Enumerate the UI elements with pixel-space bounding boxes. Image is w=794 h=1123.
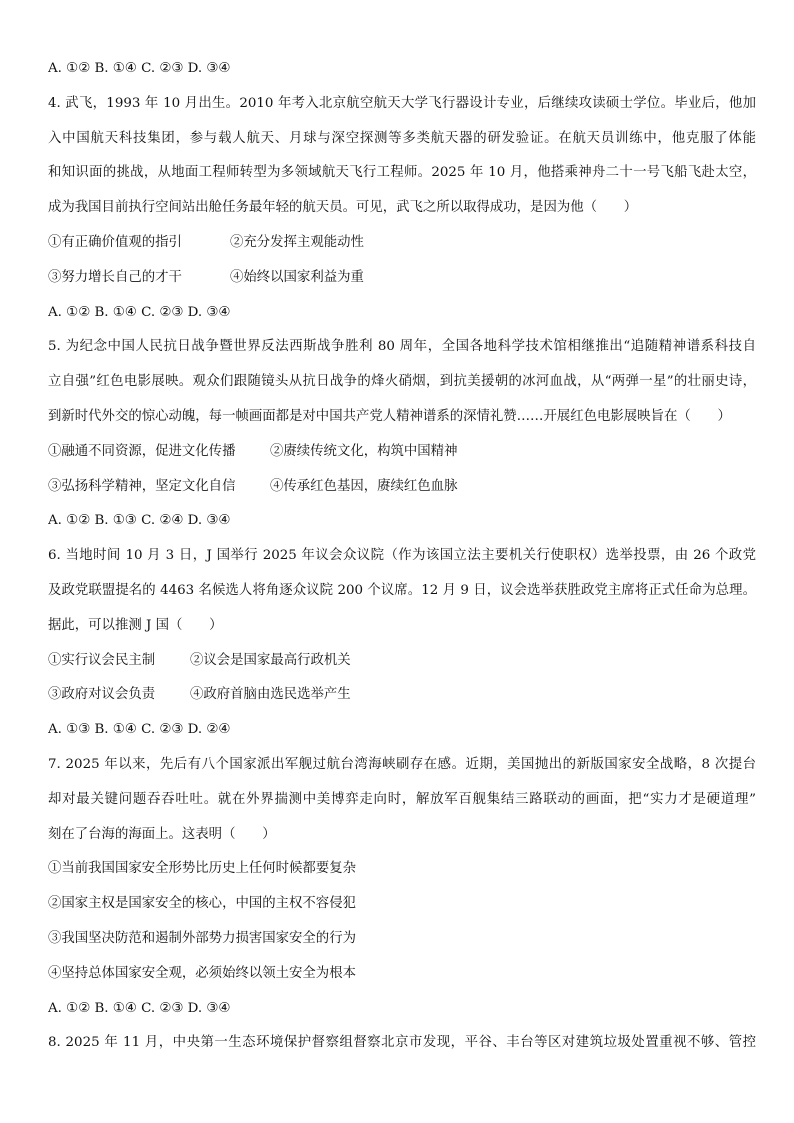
question-8-line-1: 8. 2025 年 11 月，中央第一生态环境保护督察组督察北京市发现，平谷、丰台等区对建筑垃圾处置重视不够、管控 <box>48 1035 756 1051</box>
question-4-option-4: ④始终以国家利益为重 <box>230 269 364 285</box>
question-5-line-1: 5. 为纪念中国人民抗日战争暨世界反法西斯战争胜利 80 周年，全国各地科学技术馆相继推出“追随精神谱系科技自 <box>48 339 756 355</box>
question-7-option-1: ①当前我国国家安全形势比历史上任何时候都要复杂 <box>48 861 356 877</box>
question-6-option-1: ①实行议会民主制 <box>48 652 156 668</box>
question-5-option-4: ④传承红色基因，赓续红色血脉 <box>270 478 458 494</box>
question-7-line-2: 却对最关键问题吞吞吐吐。就在外界揣测中美博弈走向时，解放军百舰集结三路联动的画面，把“实力才是硬道理” <box>48 791 756 807</box>
question-7-line-3: 刻在了台海的海面上。这表明（ ） <box>48 826 276 842</box>
question-6-line-2: 及政党联盟提名的 4463 名候选人将角逐众议院 200 个议席。12 月 9 日，议会选举获胜政党主席将正式任命为总理。 <box>48 582 756 598</box>
question-4-line-2: 入中国航天科技集团，参与载人航天、月球与深空探测等多类航天器的研发验证。在航天员训练中，他克服了体能 <box>48 130 756 146</box>
question-7-line-1: 7. 2025 年以来，先后有八个国家派出军舰过航台湾海峡刷存在感。近期，美国抛出的新版国家安全战略，8 次提台 <box>48 756 756 772</box>
question-7-option-4: ④坚持总体国家安全观，必须始终以领土安全为根本 <box>48 965 356 981</box>
question-4-option-3: ③努力增长自己的才干 <box>48 269 182 285</box>
question-4-options-row-2 <box>48 261 756 296</box>
question-6 <box>48 539 756 748</box>
question-6-option-2: ②议会是国家最高行政机关 <box>190 652 351 668</box>
question-5 <box>48 330 756 539</box>
question-5-line-3: 到新时代外交的惊心动魄，每一帧画面都是对中国共产党人精神谱系的深情礼赞……开展红色电影展映旨在（ ） <box>48 408 731 424</box>
question-5-option-2: ②赓续传统文化，构筑中国精神 <box>270 443 458 459</box>
question-5-line-2: 立自强”红色电影展映。观众们跟随镜头从抗日战争的烽火硝烟，到抗美援朝的冰河血战，从“两弹一星”的壮丽史诗， <box>48 374 756 390</box>
question-6-option-3: ③政府对议会负责 <box>48 687 156 703</box>
question-6-option-4: ④政府首脑由选民选举产生 <box>190 687 351 703</box>
question-4 <box>48 87 756 331</box>
question-8 <box>48 1026 756 1061</box>
exam-page <box>48 52 756 1061</box>
question-4-option-1: ①有正确价值观的指引 <box>48 234 182 250</box>
question-4-option-2: ②充分发挥主观能动性 <box>230 234 364 250</box>
question-6-options-row-2 <box>48 678 756 713</box>
question-5-option-3: ③弘扬科学精神，坚定文化自信 <box>48 478 236 494</box>
question-5-option-1: ①融通不同资源，促进文化传播 <box>48 443 236 459</box>
question-6-line-3: 据此，可以推测 J 国（ ） <box>48 617 223 633</box>
question-4-answer-options: A. ①② B. ①④ C. ②③ D. ③④ <box>48 304 231 320</box>
question-5-options-row-1 <box>48 435 756 470</box>
question-4-line-3: 和知识面的挑战，从地面工程师转型为多领域航天飞行工程师。2025 年 10 月，他搭乘神舟二十一号飞船飞赴太空， <box>48 165 756 181</box>
question-6-line-1: 6. 当地时间 10 月 3 日，J 国举行 2025 年议会众议院（作为该国立法主要机关行使职权）选举投票，由 26 个政党 <box>48 548 756 564</box>
question-7-answer-options: A. ①② B. ①④ C. ②③ D. ③④ <box>48 1000 231 1016</box>
question-5-options-row-2 <box>48 470 756 505</box>
question-7 <box>48 748 756 1026</box>
question-4-line-1: 4. 武飞，1993 年 10 月出生。2010 年考入北京航空航天大学飞行器设计专业，后继续攻读硕士学位。毕业后，他加 <box>48 95 756 111</box>
question-7-option-3: ③我国坚决防范和遏制外部势力损害国家安全的行为 <box>48 930 356 946</box>
question-6-answer-options: A. ①③ B. ①④ C. ②③ D. ②④ <box>48 722 231 738</box>
q3-answer-options: A. ①② B. ①④ C. ②③ D. ③④ <box>48 61 231 76</box>
question-4-options-row-1 <box>48 226 756 261</box>
question-7-option-2: ②国家主权是国家安全的核心，中国的主权不容侵犯 <box>48 896 356 912</box>
question-5-answer-options: A. ①② B. ①③ C. ②④ D. ③④ <box>48 513 231 529</box>
question-4-line-4: 成为我国目前执行空间站出舱任务最年轻的航天员。可见，武飞之所以取得成功，是因为他（ ） <box>48 200 638 216</box>
question-6-options-row-1 <box>48 644 756 679</box>
